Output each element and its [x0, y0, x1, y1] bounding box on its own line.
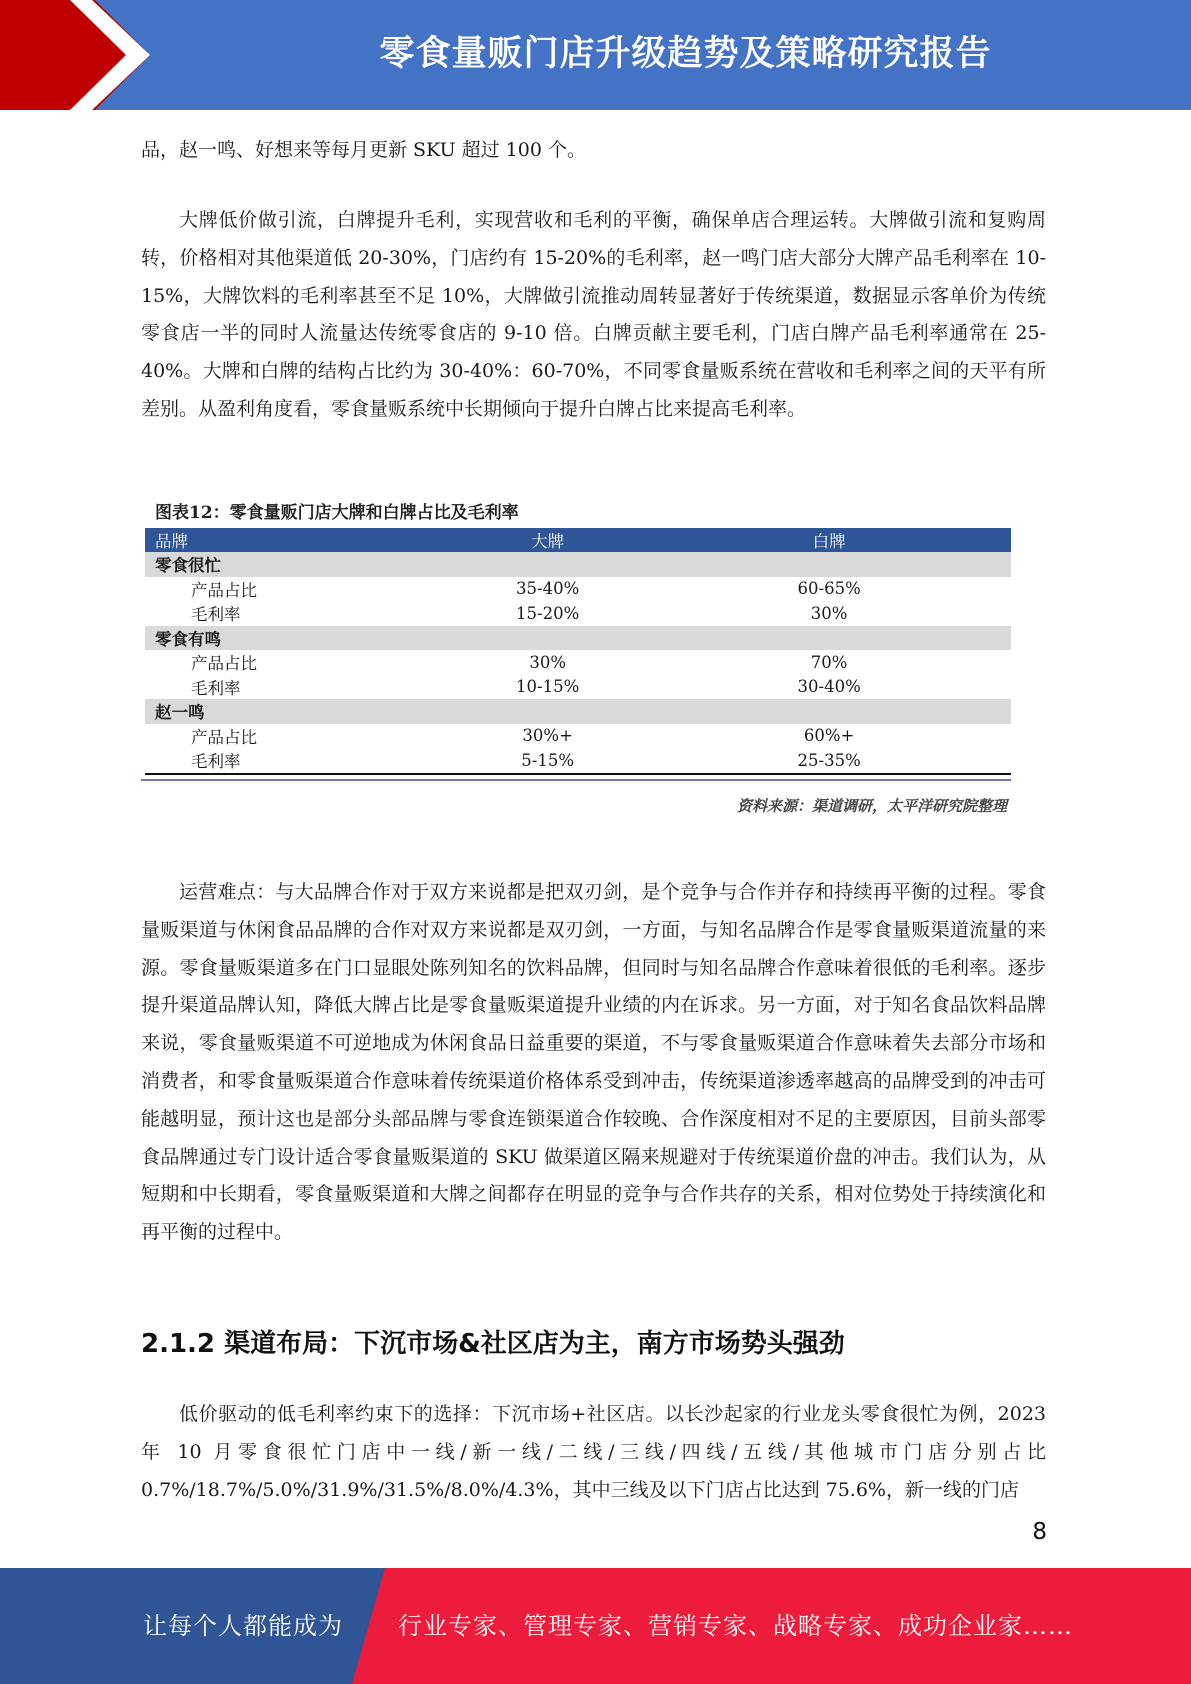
- footer-slogan-left: 让每个人都能成为: [143, 1612, 343, 1640]
- table-row: [145, 675, 1011, 700]
- table-header-row: [145, 528, 1011, 552]
- paragraph-2-block: [141, 202, 1046, 429]
- cell-big-brand: 30%: [529, 652, 567, 672]
- row-label: 毛利率: [191, 605, 241, 625]
- column-header-big-brand: 大牌: [448, 528, 647, 552]
- table-group-row: [145, 552, 1011, 577]
- group-name: 赵一鸣: [145, 699, 1011, 724]
- table-figure: [141, 498, 1011, 816]
- report-title: 零食量贩门店升级趋势及策略研究报告: [379, 34, 992, 74]
- section-heading: 2.1.2 渠道布局：下沉市场&社区店为主，南方市场势头强劲: [141, 1329, 845, 1359]
- cell-big-brand: 15-20%: [516, 603, 580, 623]
- group-name: 零食有鸣: [145, 626, 1011, 651]
- table-row: [145, 724, 1011, 749]
- paragraph-1-block: [141, 132, 1046, 170]
- row-label: 毛利率: [145, 748, 448, 774]
- column-header-white-brand: 白牌: [647, 528, 1011, 552]
- row-label: 产品占比: [191, 654, 257, 674]
- cell-big-brand: 30%+: [522, 726, 573, 746]
- table-bottom-rule: [141, 779, 1011, 781]
- cell-white-brand: 70%: [810, 652, 848, 672]
- paragraph-4-block: [141, 1396, 1046, 1509]
- page-number: 8: [1032, 1519, 1047, 1545]
- table-row: [145, 577, 1011, 602]
- footer-slogan-right: 行业专家、管理专家、营销专家、战略专家、成功企业家……: [398, 1612, 1073, 1640]
- cell-white-brand: 30-40%: [797, 677, 861, 697]
- cell-white-brand: 60-65%: [797, 579, 861, 599]
- table-row: [145, 748, 1011, 774]
- figure-title: 图表12：零食量贩门店大牌和白牌占比及毛利率: [155, 503, 519, 523]
- cell-white-brand: 60%+: [803, 726, 855, 746]
- table-group-row: [145, 626, 1011, 651]
- row-label: 毛利率: [191, 678, 241, 698]
- column-header-brand: 品牌: [145, 528, 448, 552]
- table-row: [145, 650, 1011, 675]
- table-row: [145, 601, 1011, 626]
- brand-margin-table: [145, 528, 1011, 775]
- cell-white-brand: 25-35%: [647, 748, 1011, 774]
- paragraph-1: 品，赵一鸣、好想来等每月更新 SKU 超过 100 个。: [141, 139, 586, 161]
- paragraph-4: 低价驱动的低毛利率约束下的选择：下沉市场+社区店。以长沙起家的行业龙头零食很忙为例，2023 年 10 月零食很忙门店中一线/新一线/二线/三线/四线/五线/其他城市门店分别占比 0.7%/18.7%/5.0%/31.9%/31.5%/8.0%/4.3%，其中三线及以下门店占比达到 75.6%，新一线的门店: [141, 1403, 1046, 1501]
- paragraph-3: 运营难点：与大品牌合作对于双方来说都是把双刃剑，是个竞争与合作并存和持续再平衡的过程。零食量贩渠道与休闲食品品牌的合作对双方来说都是双刃剑，一方面，与知名品牌合作是零食量贩渠道流量的来源。零食量贩渠道多在门口显眼处陈列知名的饮料品牌，但同时与知名品牌合作意味着很低的毛利率。逐步提升渠道品牌认知，降低大牌占比是零食量贩渠道提升业绩的内在诉求。另一方面，对于知名食品饮料品牌来说，零食量贩渠道不可逆地成为休闲食品日益重要的渠道，不与零食量贩渠道合作意味着失去部分市场和消费者，和零食量贩渠道合作意味着传统渠道价格体系受到冲击，传统渠道渗透率越高的品牌受到的冲击可能越明显，预计这也是部分头部品牌与零食连锁渠道合作较晚、合作深度相对不足的主要原因，目前头部零食品牌通过专门设计适合零食量贩渠道的 SKU 做渠道区隔来规避对于传统渠道价盘的冲击。我们认为，从短期和中长期看，零食量贩渠道和大牌之间都存在明显的竞争与合作共存的关系，相对位势处于持续演化和再平衡的过程中。: [141, 881, 1046, 1244]
- cell-big-brand: 5-15%: [448, 748, 647, 774]
- figure-source: 资料来源：渠道调研，太平洋研究院整理: [736, 796, 1007, 815]
- paragraph-3-block: [141, 874, 1046, 1252]
- row-label: 产品占比: [191, 727, 257, 747]
- footer-banner: [0, 1568, 1191, 1684]
- group-name: 零食很忙: [145, 552, 1011, 577]
- cell-big-brand: 10-15%: [516, 677, 580, 697]
- cell-white-brand: 30%: [810, 603, 848, 623]
- header-banner: [0, 0, 1191, 110]
- row-label: 产品占比: [191, 580, 257, 600]
- cell-big-brand: 35-40%: [516, 579, 580, 599]
- paragraph-2: 大牌低价做引流，白牌提升毛利，实现营收和毛利的平衡，确保单店合理运转。大牌做引流和复购周转，价格相对其他渠道低 20-30%，门店约有 15-20%的毛利率，赵一鸣门店大部分大牌产品毛利率在 10-15%，大牌饮料的毛利率甚至不足 10%，大牌做引流推动周转显著好于传统渠道，数据显示客单价为传统零食店一半的同时人流量达传统零食店的 9-10 倍。白牌贡献主要毛利，门店白牌产品毛利率通常在 25-40%。大牌和白牌的结构占比约为 30-40%：60-70%，不同零食量贩系统在营收和毛利率之间的天平有所差别。从盈利角度看，零食量贩系统中长期倾向于提升白牌占比来提高毛利率。: [141, 209, 1046, 420]
- table-group-row: [145, 699, 1011, 724]
